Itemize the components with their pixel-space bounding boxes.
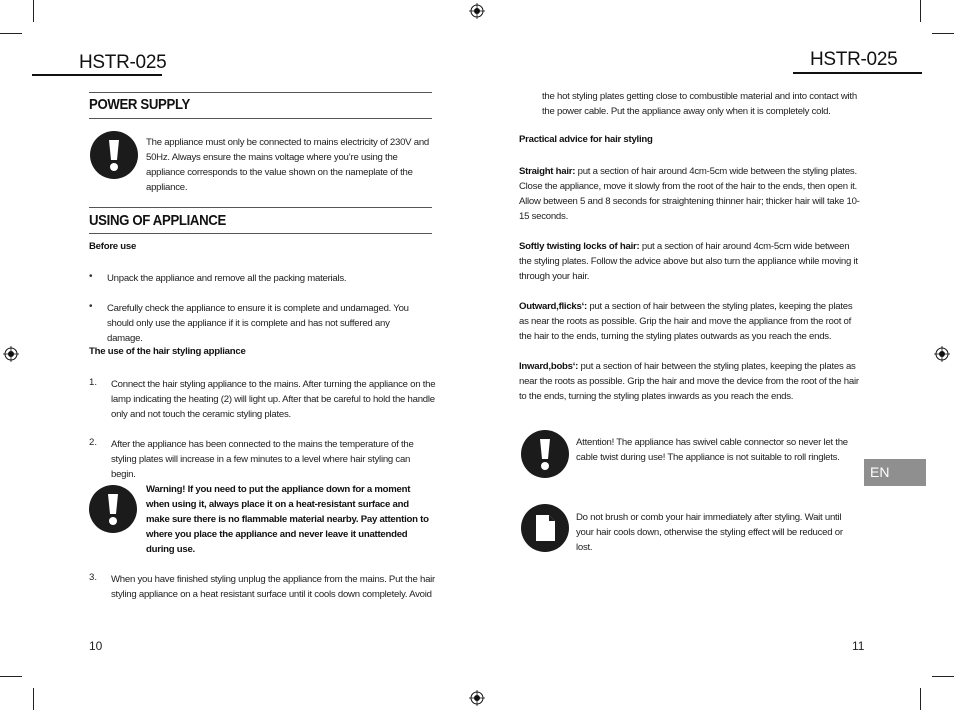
- section-rule: [89, 92, 432, 93]
- step-number: 3.: [89, 572, 98, 583]
- crop-mark: [0, 676, 22, 677]
- step-number: 1.: [89, 377, 98, 388]
- step-number: 2.: [89, 437, 98, 448]
- crop-mark: [932, 676, 954, 677]
- model-underline: [793, 72, 922, 74]
- exclamation-icon: [89, 485, 137, 533]
- model-number: HSTR-025: [810, 49, 898, 70]
- subheading-use: The use of the hair styling appliance: [89, 346, 246, 357]
- advice-text: put a section of hair between the styling plates, keeping the plates as near the roots as possible. Grip the hair and move the device from the root of the hair to the ends, turning the styling plates inwards as you reach the ends.: [519, 361, 859, 402]
- registration-mark-icon: [469, 690, 485, 706]
- bullet-marker: •: [89, 301, 93, 312]
- advice-text: put a section of hair between the styling plates, keeping the plates as near the roots as possible. Grip the hair and move the appliance from the root of the hair to the ends, turning the styling plates outwards as you reach the ends.: [519, 301, 853, 342]
- step-text: When you have finished styling unplug the appliance from the mains. Put the hair styling appliance on a heat resistant surface until it cools down completely. Avoid: [111, 574, 435, 600]
- exclamation-icon: [521, 430, 569, 478]
- advice-label: Inward‚bobs‘:: [519, 361, 579, 372]
- model-number: HSTR-025: [79, 52, 167, 73]
- model-underline: [32, 74, 162, 76]
- crop-mark: [33, 0, 34, 22]
- crop-mark: [920, 688, 921, 710]
- registration-mark-icon: [934, 346, 950, 362]
- advice-label: Outward‚flicks‘:: [519, 301, 587, 312]
- step-text: Connect the hair styling appliance to the mains. After turning the appliance on the lamp indicating the heating (2) will light up. After that be careful to hold the handle only and not touch the ceramic styling plates.: [111, 379, 436, 420]
- page-number: 10: [89, 639, 103, 653]
- advice-text: put a section of hair around 4cm-5cm wide between the styling plates. Close the appliance, move it slowly from the root of the hair to the ends, then open it. Allow between 5 and 8 seconds for straightening thinner hair; thicker hair will take 10-15 seconds.: [519, 166, 860, 222]
- crop-mark: [932, 33, 954, 34]
- attention-text: Attention! The appliance has swivel cable connector so never let the cable twist during use! The appliance is not suitable to roll ringlets.: [576, 437, 848, 463]
- advice-twisting-locks: [519, 239, 859, 284]
- power-supply-text: The appliance must only be connected to mains electricity of 230V and 50Hz. Always ensure the mains voltage where you’re using the appliance corresponds to the value shown on the nameplate of the appliance.: [146, 137, 429, 193]
- document-icon: [521, 504, 569, 552]
- advice-outward-flicks: [519, 299, 864, 344]
- advice-inward-bobs: [519, 359, 864, 404]
- crop-mark: [0, 33, 22, 34]
- warning-text: Warning! If you need to put the appliance down for a moment when using it, always place it on a heat-resistant surface and make sure there is no flammable material nearby. Pay attention to where you place the appliance and never leave it unattended during use.: [146, 484, 429, 555]
- crop-mark: [33, 688, 34, 710]
- step-text: After the appliance has been connected to the mains the temperature of the styling plates will increase in a few minutes to a level where hair styling can begin.: [111, 439, 414, 480]
- section-heading-power-supply: POWER SUPPLY: [89, 96, 190, 113]
- advice-label: Straight hair:: [519, 166, 576, 177]
- bullet-marker: •: [89, 271, 93, 282]
- crop-mark: [920, 0, 921, 22]
- continued-text: the hot styling plates getting close to combustible material and into contact with the power cable. Put the appliance away only when it is completely cold.: [542, 91, 857, 117]
- registration-mark-icon: [469, 3, 485, 19]
- page-number: 11: [852, 639, 865, 653]
- note-text: Do not brush or comb your hair immediately after styling. Wait until your hair cools down, otherwise the styling effect will be reduced or lost.: [576, 512, 843, 553]
- section-rule: [89, 233, 432, 234]
- advice-text: put a section of hair around 4cm-5cm wide between the styling plates. Follow the advice above but also turn the appliance while moving it through your hair.: [519, 241, 858, 282]
- exclamation-icon: [90, 131, 138, 179]
- advice-label: Softly twisting locks of hair:: [519, 241, 640, 252]
- section-rule: [89, 118, 432, 119]
- subheading-practical-advice: Practical advice for hair styling: [519, 134, 653, 145]
- advice-straight-hair: [519, 164, 864, 224]
- section-rule: [89, 207, 432, 208]
- subheading-before-use: Before use: [89, 241, 137, 252]
- bullet-item: Unpack the appliance and remove all the packing materials.: [107, 273, 347, 284]
- bullet-item: Carefully check the appliance to ensure it is complete and undamaged. You should only use the appliance if it is complete and has not suffered any damage.: [107, 303, 409, 344]
- section-heading-using: USING OF APPLIANCE: [89, 212, 226, 229]
- registration-mark-icon: [3, 346, 19, 362]
- language-tab: EN: [864, 459, 926, 486]
